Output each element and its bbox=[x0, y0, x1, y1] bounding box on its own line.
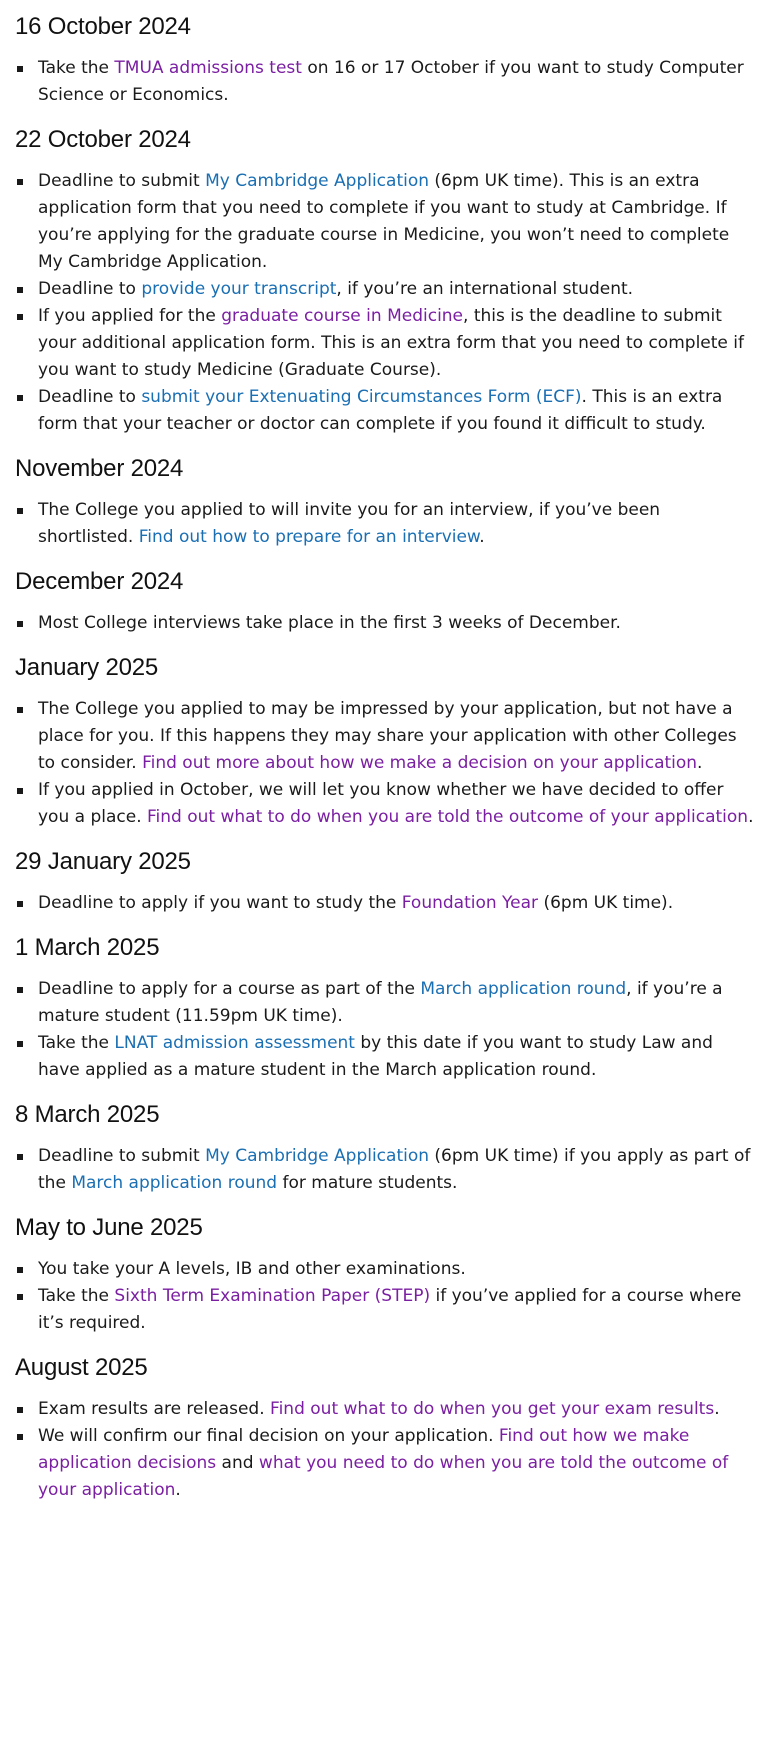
list-item bbox=[15, 1423, 755, 1504]
date-heading: May to June 2025 bbox=[15, 1214, 203, 1241]
date-section-august-2025 bbox=[15, 1353, 755, 1504]
item-text: Deadline to submit bbox=[38, 1146, 206, 1166]
find-out-how-we-make-application-decisions-link[interactable]: Find out how we make application decisions bbox=[38, 1426, 690, 1473]
item-text: If you applied for the bbox=[38, 306, 222, 326]
item-text: You take your A levels, IB and other examinations. bbox=[38, 1259, 466, 1279]
find-out-what-to-do-when-you-get-your-exam-results-link[interactable]: Find out what to do when you get your exam results bbox=[270, 1399, 715, 1419]
item-text: Deadline to apply if you want to study the bbox=[38, 893, 402, 913]
find-out-how-to-prepare-for-an-interview-link[interactable]: Find out how to prepare for an interview bbox=[138, 527, 480, 547]
item-text: The College you applied to will invite you for an interview, if you’ve been shortlisted. bbox=[38, 500, 661, 547]
date-section-december-2024 bbox=[15, 567, 755, 637]
list-item bbox=[15, 168, 755, 276]
item-text: Take the bbox=[38, 58, 115, 78]
date-heading: 1 March 2025 bbox=[15, 934, 160, 961]
item-text: The College you applied to may be impressed by your application, but not have a place for you. If this happens they may share your application with other Colleges to consider. bbox=[38, 699, 737, 773]
item-text: and bbox=[216, 1453, 259, 1473]
date-items-list bbox=[15, 976, 755, 1084]
date-heading: August 2025 bbox=[15, 1354, 148, 1381]
item-text: Take the bbox=[38, 1286, 115, 1306]
date-heading: January 2025 bbox=[15, 654, 159, 681]
submit-your-extenuating-circumstances-form-ecf-link[interactable]: submit your Extenuating Circumstances Form (ECF) bbox=[141, 387, 582, 407]
item-text: If you applied in October, we will let you know whether we have decided to offer you a place. bbox=[38, 780, 724, 827]
march-application-round-link[interactable]: March application round bbox=[71, 1173, 278, 1193]
date-heading: 22 October 2024 bbox=[15, 126, 191, 153]
what-you-need-to-do-when-you-are-told-the-outcome-of-your-application-link[interactable]: what you need to do when you are told the outcome of your application bbox=[38, 1453, 729, 1500]
item-text: (6pm UK time). bbox=[538, 893, 674, 913]
list-item bbox=[15, 384, 755, 438]
list-item bbox=[15, 1396, 755, 1423]
item-text: , if you’re an international student. bbox=[336, 279, 634, 299]
date-section-1-march-2025 bbox=[15, 933, 755, 1084]
item-text: Most College interviews take place in the first 3 weeks of December. bbox=[38, 613, 621, 633]
key-dates-document bbox=[15, 8, 755, 1520]
list-item bbox=[15, 1256, 755, 1283]
foundation-year-link[interactable]: Foundation Year bbox=[401, 893, 539, 913]
provide-your-transcript-link[interactable]: provide your transcript bbox=[141, 279, 337, 299]
item-text: . bbox=[175, 1480, 181, 1500]
my-cambridge-application-link[interactable]: My Cambridge Application bbox=[205, 1146, 430, 1166]
date-section-29-january-2025 bbox=[15, 847, 755, 917]
find-out-what-to-do-when-you-are-told-the-outcome-of-your-application-link[interactable]: Find out what to do when you are told the outcome of your application bbox=[147, 807, 749, 827]
list-item bbox=[15, 497, 755, 551]
item-text: Take the bbox=[38, 1033, 115, 1053]
date-heading: December 2024 bbox=[15, 568, 184, 595]
date-items-list bbox=[15, 55, 755, 109]
list-item bbox=[15, 976, 755, 1030]
date-items-list bbox=[15, 610, 755, 637]
date-section-22-october-2024 bbox=[15, 125, 755, 438]
list-item bbox=[15, 1030, 755, 1084]
item-text: . bbox=[697, 753, 703, 773]
date-heading: 29 January 2025 bbox=[15, 848, 191, 875]
list-item bbox=[15, 610, 755, 637]
date-section-november-2024 bbox=[15, 454, 755, 551]
item-text: if you’ve applied for a course where it’s required. bbox=[38, 1286, 742, 1333]
date-heading: November 2024 bbox=[15, 455, 184, 482]
date-section-may-to-june-2025 bbox=[15, 1213, 755, 1337]
date-heading: 8 March 2025 bbox=[15, 1101, 160, 1128]
date-section-16-october-2024 bbox=[15, 12, 755, 109]
item-text: . bbox=[479, 527, 485, 547]
sixth-term-examination-paper-step-link[interactable]: Sixth Term Examination Paper (STEP) bbox=[114, 1286, 431, 1306]
list-item bbox=[15, 303, 755, 384]
date-items-list bbox=[15, 1143, 755, 1197]
march-application-round-link[interactable]: March application round bbox=[420, 979, 627, 999]
list-item bbox=[15, 276, 755, 303]
item-text: on 16 or 17 October if you want to study Computer Science or Economics. bbox=[38, 58, 744, 105]
item-text: . bbox=[748, 807, 754, 827]
item-text: Deadline to submit bbox=[38, 171, 206, 191]
list-item bbox=[15, 1283, 755, 1337]
item-text: (6pm UK time). This is an extra application form that you need to complete if you want to study at Cambridge. If you’re applying for the graduate course in Medicine, you won’t need to complete My Cambridge Application. bbox=[38, 171, 730, 272]
date-items-list bbox=[15, 1256, 755, 1337]
find-out-more-about-how-we-make-a-decision-on-your-application-link[interactable]: Find out more about how we make a decision on your application bbox=[142, 753, 698, 773]
date-section-january-2025 bbox=[15, 653, 755, 831]
date-items-list bbox=[15, 890, 755, 917]
item-text: Exam results are released. bbox=[38, 1399, 271, 1419]
item-text: We will confirm our final decision on your application. bbox=[38, 1426, 499, 1446]
item-text: (6pm UK time) if you apply as part of the bbox=[38, 1146, 751, 1193]
item-text: , this is the deadline to submit your additional application form. This is an extra form that you need to complete if you want to study Medicine (Graduate Course). bbox=[38, 306, 744, 380]
item-text: by this date if you want to study Law and have applied as a mature student in the March application round. bbox=[38, 1033, 713, 1080]
item-text: Deadline to bbox=[38, 279, 142, 299]
tmua-admissions-test-link[interactable]: TMUA admissions test bbox=[114, 58, 302, 78]
item-text: Deadline to bbox=[38, 387, 142, 407]
list-item bbox=[15, 55, 755, 109]
list-item bbox=[15, 696, 755, 777]
list-item bbox=[15, 777, 755, 831]
date-heading: 16 October 2024 bbox=[15, 13, 191, 40]
my-cambridge-application-link[interactable]: My Cambridge Application bbox=[205, 171, 430, 191]
date-items-list bbox=[15, 497, 755, 551]
date-items-list bbox=[15, 1396, 755, 1504]
graduate-course-in-medicine-link[interactable]: graduate course in Medicine bbox=[221, 306, 464, 326]
item-text: . bbox=[714, 1399, 720, 1419]
date-section-8-march-2025 bbox=[15, 1100, 755, 1197]
item-text: Deadline to apply for a course as part of the bbox=[38, 979, 421, 999]
date-items-list bbox=[15, 696, 755, 831]
item-text: for mature students. bbox=[277, 1173, 458, 1193]
date-items-list bbox=[15, 168, 755, 438]
lnat-admission-assessment-link[interactable]: LNAT admission assessment bbox=[114, 1033, 355, 1053]
item-text: , if you’re a mature student (11.59pm UK time). bbox=[38, 979, 723, 1026]
list-item bbox=[15, 890, 755, 917]
list-item bbox=[15, 1143, 755, 1197]
item-text: . This is an extra form that your teacher or doctor can complete if you found it difficult to study. bbox=[38, 387, 723, 434]
